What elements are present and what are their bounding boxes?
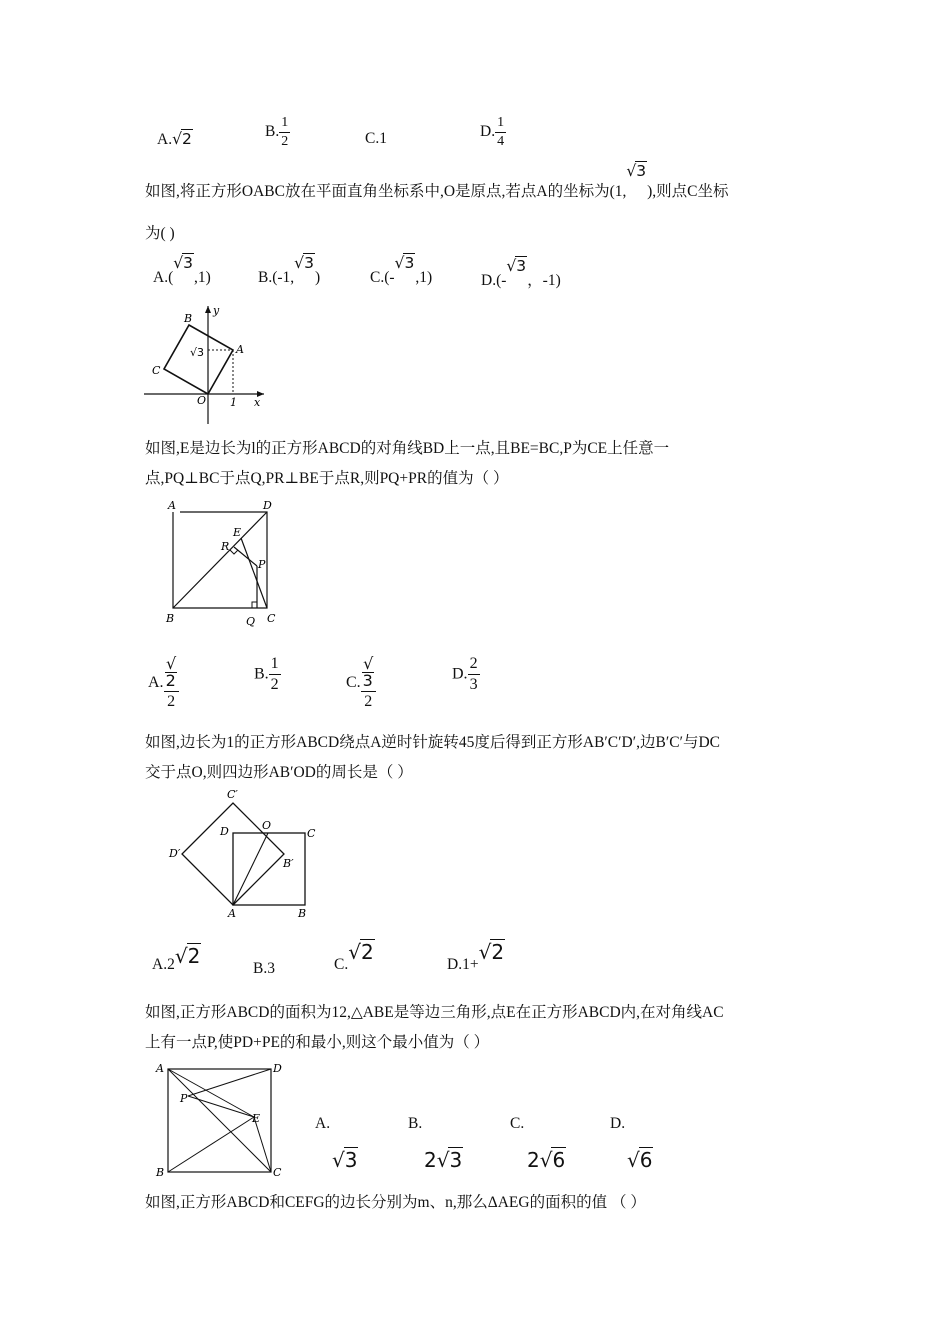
q2-option-c: C. √ 3 2 [346, 656, 376, 710]
q1-label-y: y [213, 304, 220, 317]
q0-option-d: D. $\frac{1}{4}$ [480, 115, 505, 149]
q2-option-b: B. $\frac{1}{2}$ [254, 655, 279, 693]
q4-option-a-value: √3 [332, 1148, 358, 1172]
q3-label-O: O [262, 819, 272, 832]
q1-label-C: C [152, 364, 161, 377]
q4-label-C: C [273, 1166, 282, 1179]
q3-label-D-prime: D′ [169, 847, 181, 860]
q3-text-line1: 如图,边长为1的正方形ABCD绕点A逆时针旋转45度后得到正方形AB′C′D′,边B′C′与DC [145, 734, 720, 751]
q2-option-a: A. √ 2 2 [148, 656, 179, 710]
q4-option-a-label: A. [315, 1115, 331, 1132]
q4-option-b-label: B. [408, 1115, 423, 1132]
q3-option-a: A.2√2 [152, 944, 201, 973]
q3-label-D: D [220, 825, 229, 838]
q1-option-a: A.(√3,1) [153, 254, 211, 286]
q2-label-A: A [168, 499, 176, 512]
q2-option-d: D. $\frac{2}{3}$ [452, 655, 478, 693]
q1-label-1: 1 [230, 396, 237, 409]
q4-option-c-value: 2√6 [527, 1148, 566, 1172]
q4-label-P: P [180, 1092, 188, 1105]
q1-label-A: A [236, 343, 244, 356]
q3-label-C: C [307, 827, 316, 840]
q2-label-P: P [258, 558, 266, 571]
q3-label-B-prime: B′ [283, 857, 294, 870]
q4-option-b-value: 2√3 [424, 1148, 463, 1172]
q5-text-line1: 如图,正方形ABCD和CEFG的边长分别为m、n,那么ΔAEG的面积的值 （ ） [145, 1194, 646, 1211]
q1-option-c: C.(-√3,1) [370, 254, 433, 286]
q2-figure [160, 498, 285, 633]
q3-label-B: B [298, 907, 307, 920]
q1-figure [142, 300, 267, 430]
q0-option-a: A.√2 [157, 130, 192, 148]
q3-option-d: D.1+√2 [447, 940, 505, 973]
q1-label-root3: √3 [190, 346, 205, 359]
q3-figure [165, 785, 320, 920]
q4-option-d-value: √6 [627, 1148, 653, 1172]
q4-text-line2: 上有一点P,使PD+PE的和最小,则这个最小值为（ ） [145, 1034, 490, 1051]
q1-option-b: B.(-1,√3) [258, 254, 321, 286]
q3-label-C-prime: C′ [227, 788, 238, 801]
q1-label-B: B [184, 312, 193, 325]
q2-label-Q: Q [246, 615, 256, 628]
q2-label-E: E [233, 526, 242, 539]
q3-text-line2: 交于点O,则四边形AB′OD的周长是（ ） [145, 764, 413, 781]
q1-label-O: O [197, 394, 207, 407]
q0-option-b: B. $\frac{1}{2}$ [265, 115, 289, 149]
q4-figure [152, 1060, 292, 1180]
q4-label-B: B [156, 1166, 165, 1179]
q4-option-d-label: D. [610, 1115, 626, 1132]
q2-label-D: D [263, 499, 272, 512]
q3-label-A: A [228, 907, 236, 920]
q2-label-C: C [267, 612, 276, 625]
q4-option-c-label: C. [510, 1115, 525, 1132]
q1-text-line1: 如图,将正方形OABC放在平面直角坐标系中,O是原点,若点A的坐标为(1,√3),则点C坐标 [145, 162, 729, 200]
q2-label-R: R [221, 540, 230, 553]
q1-text-line2: 为( ) [145, 225, 175, 242]
q3-option-b: B.3 [253, 960, 275, 977]
q1-label-x: x [254, 396, 261, 409]
q4-label-E: E [252, 1112, 261, 1125]
q2-label-B: B [166, 612, 175, 625]
q4-label-A: A [156, 1062, 164, 1075]
q0-option-c: C.1 [365, 130, 387, 147]
q2-text-line1: 如图,E是边长为l的正方形ABCD的对角线BD上一点,且BE=BC,P为CE上任意一 [145, 440, 670, 457]
q3-option-c: C.√2 [334, 940, 374, 973]
q4-text-line1: 如图,正方形ABCD的面积为12,△ABE是等边三角形,点E在正方形ABCD内,在对角线AC [145, 1004, 724, 1021]
q1-option-d: D.(-√3，-1) [481, 257, 561, 289]
q4-label-D: D [273, 1062, 282, 1075]
q2-text-line2: 点,PQ⊥BC于点Q,PR⊥BE于点R,则PQ+PR的值为（ ） [145, 470, 509, 487]
